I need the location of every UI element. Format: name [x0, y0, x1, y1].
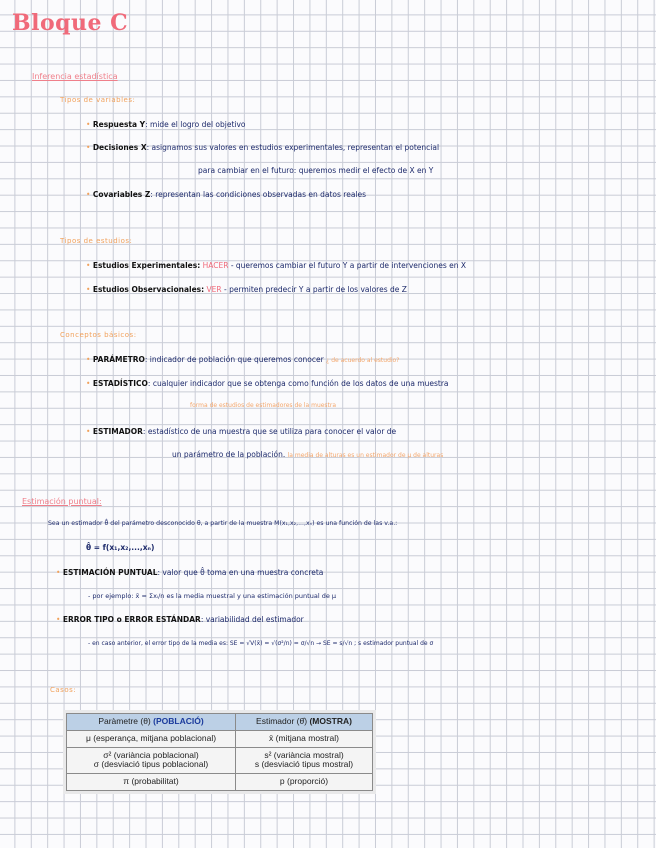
- table-cell: μ (esperança, mitjana poblacional): [67, 730, 236, 747]
- table-cell: [67, 747, 236, 774]
- line-parametro: [86, 355, 399, 364]
- line-formula-estimador: θ̂ = f(x₁,x₂,...,xₙ): [86, 543, 155, 552]
- desc-estimador-cont: un parámetro de la población.: [172, 450, 286, 459]
- header-text: Paràmetre (θ): [98, 716, 151, 726]
- section-heading-estimacion: Estimación puntual:: [22, 497, 102, 506]
- table-cell: p (proporció): [236, 774, 373, 791]
- term-covariables: Covariables Z: [92, 190, 151, 199]
- key-hacer: HACER: [202, 261, 229, 270]
- line-decisiones-cont: para cambiar en el futuro: queremos medir el efecto de X en Y: [198, 166, 434, 175]
- table-cell: π (probabilitat): [67, 774, 236, 791]
- subheading-tipos-variables: Tipos de variables:: [60, 96, 136, 104]
- note-estadistico: forma de estudios de estimadores de la muestra: [190, 402, 337, 409]
- desc-covariables: : representan las condiciones observadas en datos reales: [150, 190, 367, 199]
- bullet-icon: •: [86, 427, 91, 436]
- line-covariables: [86, 190, 366, 199]
- bullet-icon: •: [86, 261, 91, 270]
- line-error-ejemplo: - en caso anterior, el error tipo de la media es: SE = √V(x̄) = √(σ²/n) = σ/√n → SE = s/√n ; s estimador puntual de σ: [88, 640, 434, 647]
- term-estadistico: ESTADÍSTICO: [92, 379, 148, 388]
- desc-error-tipo: : variabilidad del estimador: [200, 615, 304, 624]
- term-estimacion-puntual: ESTIMACIÓN PUNTUAL: [62, 568, 158, 577]
- line-experimentales: [86, 261, 466, 270]
- desc-parametro: : indicador de población que queremos conocer: [144, 355, 324, 364]
- line-respuesta: [86, 120, 246, 129]
- term-observacionales: Estudios Observacionales:: [92, 285, 205, 294]
- cell-line: s (desviació tipus mostral): [254, 759, 354, 770]
- term-experimentales: Estudios Experimentales:: [92, 261, 201, 270]
- cell-line: s² (variància mostral): [264, 749, 344, 760]
- table-row: [67, 774, 373, 791]
- line-error-tipo: [56, 615, 304, 624]
- bullet-icon: •: [56, 615, 61, 624]
- header-text: Estimador (θ̂): [256, 716, 308, 726]
- cell-line: σ (desviació tipus poblacional): [93, 759, 209, 770]
- bullet-icon: •: [86, 190, 91, 199]
- term-parametro: PARÁMETRO: [92, 355, 145, 364]
- desc-experimentales: - queremos cambiar el futuro Y a partir de intervenciones en X: [230, 261, 467, 270]
- page-title: Bloque C: [12, 10, 129, 36]
- bullet-icon: •: [86, 285, 91, 294]
- subheading-conceptos: Conceptos básicos:: [60, 331, 137, 339]
- line-ejemplo: - por ejemplo: x̄ = Σxᵢ/n es la media muestral y una estimación puntual de μ: [88, 592, 337, 600]
- line-estadistico: [86, 379, 449, 388]
- cell-line: σ² (variància poblacional): [103, 749, 199, 760]
- table-header-estimador: [236, 714, 373, 731]
- header-emphasis: (MOSTRA): [309, 716, 352, 726]
- header-emphasis: (POBLACIÓ): [153, 716, 204, 726]
- line-estimador-cont: [172, 450, 443, 459]
- desc-estadistico: : cualquier indicador que se obtenga como función de los datos de una muestra: [147, 379, 449, 388]
- bullet-icon: •: [86, 120, 91, 129]
- note-estimador: la media de alturas es un estimador de μ de alturas: [287, 452, 444, 459]
- desc-estimador: : estadístico de una muestra que se utiliza para conocer el valor de: [142, 427, 397, 436]
- term-respuesta: Respuesta Y: [92, 120, 146, 129]
- bullet-icon: •: [56, 568, 61, 577]
- desc-estimacion-puntual: : valor que θ̂ toma en una muestra concreta: [157, 568, 324, 577]
- parameter-estimator-table: [66, 713, 373, 791]
- term-estimador: ESTIMADOR: [92, 427, 143, 436]
- desc-observacionales: - permiten predecir Y a partir de los valores de Z: [224, 285, 407, 294]
- bullet-icon: •: [86, 143, 91, 152]
- line-decisiones: [86, 143, 439, 152]
- table-cell: [236, 747, 373, 774]
- note-parametro: ¿ de acuerdo al estudio?: [326, 357, 400, 364]
- desc-respuesta: : mide el logro del objetivo: [145, 120, 246, 129]
- line-estimador: [86, 427, 396, 436]
- section-heading-inferencia: Inferencia estadística: [32, 72, 118, 81]
- table-row: [67, 747, 373, 774]
- line-estimador-def: Sea un estimador θ̂ del parámetro desconocido θ, a partir de la muestra M(x₁,x₂,...,xₙ) es una función de las v.a.:: [48, 520, 398, 527]
- table-cell: x̄ (mitjana mostral): [236, 730, 373, 747]
- term-decisiones: Decisiones X: [92, 143, 147, 152]
- term-error-tipo: ERROR TIPO o ERROR ESTÁNDAR: [62, 615, 201, 624]
- table-header-parametre: [67, 714, 236, 731]
- desc-decisiones: : asignamos sus valores en estudios experimentales, representan el potencial: [146, 143, 440, 152]
- bullet-icon: •: [86, 379, 91, 388]
- key-ver: VER: [206, 285, 222, 294]
- subheading-casos: Casos:: [50, 686, 77, 694]
- subheading-tipos-estudios: Tipos de estudios:: [60, 237, 133, 245]
- line-estimacion-puntual: [56, 568, 323, 577]
- table-row: [67, 730, 373, 747]
- bullet-icon: •: [86, 355, 91, 364]
- table-header-row: [67, 714, 373, 731]
- line-observacionales: [86, 285, 407, 294]
